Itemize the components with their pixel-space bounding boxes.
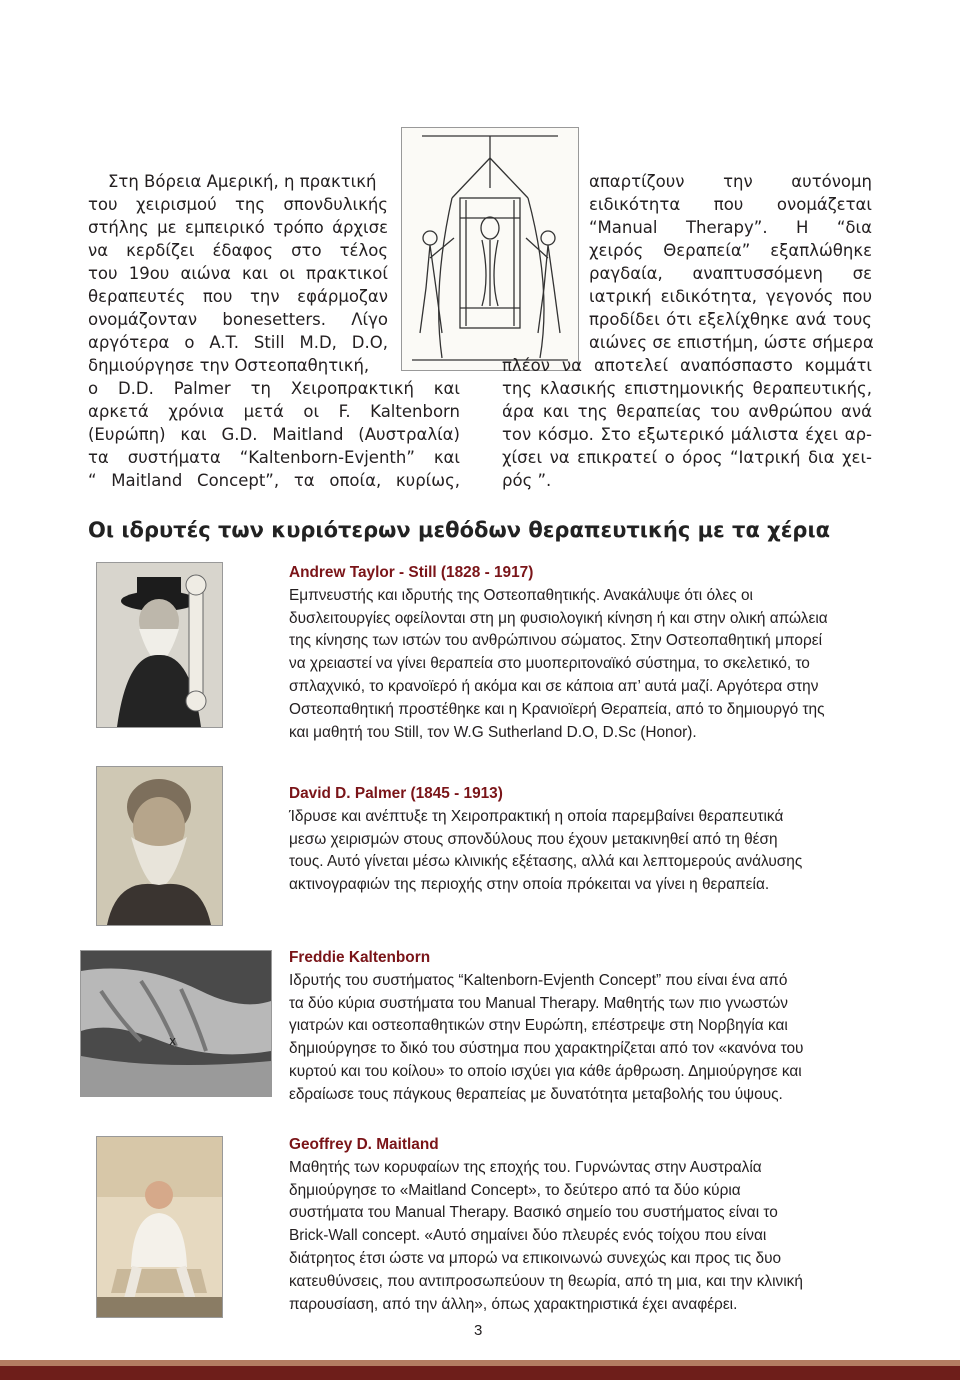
founder-name: David D. Palmer (1845 - 1913) [289, 785, 503, 802]
intro-left-line: στήλης με εμπειρικό τρόπο άρχισε [88, 218, 388, 237]
founder-name: Geoffrey D. Maitland [289, 1136, 439, 1153]
bio-line: κατευθύνσεις, που αντιπροσωπεύουν τη θεωρία, από τη μια, και την κλινική [289, 1272, 803, 1290]
founder-bio-palmer [289, 783, 909, 897]
bio-line: Εμπνευστής και ιδρυτής της Οστεοπαθητικής. Ανακάλυψε ότι όλες οι [289, 586, 753, 604]
intro-right-line: ρός ”. [502, 471, 552, 490]
bio-line: Μαθητής των κορυφαίων της εποχής του. Γυρνώντας στην Αυστραλία [289, 1158, 762, 1176]
bio-line: Brick-Wall concept. «Αυτό σημαίνει δύο πλευρές ενός τοίχου που είναι [289, 1227, 767, 1245]
palmer-portrait-photo [97, 767, 222, 925]
bio-line: σπλαχνικό, το κρανοϊερό ή ακόμα και σε κάποια απ’ αυτά μαζί. Αργότερα στην [289, 677, 819, 695]
intro-right-line: άρα και της θεραπείας του ανθρώπου ανά [502, 402, 872, 421]
intro-left-line: να κερδίζει έδαφος στο τέλος [88, 241, 388, 260]
intro-right-line: χίσει να επικρατεί ο όρος “Ιατρική δια χει- [502, 448, 872, 467]
bio-line: τα δύο κύρια συστήματα του Manual Therapy. Μαθητής των πιο γνωστών [289, 994, 788, 1012]
intro-right-line: “Manual Therapy”. Η “δια [589, 218, 872, 237]
intro-left-line: Στη Βόρεια Αμερική, η πρακτική [108, 172, 377, 191]
intro-right-line: της κλασικής επιστημονικής θεραπευτικής, [502, 379, 872, 398]
intro-left-line: ο D.D. Palmer τη Χειροπρακτική και [88, 379, 460, 398]
maitland-photo [97, 1137, 222, 1317]
still-portrait-photo [97, 563, 222, 727]
bio-line: τους. Αυτό γίνεται μέσω κλινικής εξέτασης, αλλά και λεπτομερούς ανάλυσης [289, 853, 803, 871]
bio-line: δημιούργησε το «Maitland Concept», το δεύτερο από τα δύο κύρια [289, 1181, 741, 1199]
bio-line: διάτρητος έτσι ώστε να μπορώ να επικοινωνώ συνεχώς και προς τις δυο [289, 1249, 782, 1267]
bio-line: μεσω χειρισμών στους σπονδύλους που έχουν μετακινηθεί από τη θέση [289, 830, 778, 848]
intro-right-line: πλέον να αποτελεί αναπόσπαστο κομμάτι [502, 356, 872, 375]
intro-right-line: προδίδει ότι εξελίχθηκε ανά τους [589, 310, 872, 329]
intro-right-line: τον κόσμο. Στο εξωτερικό μάλιστα έχει αρ- [502, 425, 872, 444]
bio-line: ακτινογραφιών της περιοχής στην οποία πρόκειται να γίνει η θεραπεία. [289, 876, 770, 894]
intro-right-line: ειδικότητα που ονομάζεται [589, 195, 872, 214]
intro-left-line: “ Maitland Concept”, τα οποία, κυρίως, [88, 471, 460, 490]
intro-right-line: αιώνες σε επιστήμη, ώστε σήμερα [589, 333, 874, 352]
founder-bio-still [289, 562, 909, 744]
founder-name: Freddie Kaltenborn [289, 949, 431, 966]
bio-line: δημιούργησε το δικό του σύστημα που χαρακτηρίζεται από τον «κανόνα του [289, 1040, 804, 1058]
intro-right-line: χειρός Θεραπεία” εξαπλώθηκε [589, 241, 872, 260]
intro-left-line: αρκετά χρόνια μετά οι F. Kaltenborn [88, 402, 460, 421]
historical-traction-illustration [402, 128, 578, 370]
intro-left-line: τα συστήματα “Kaltenborn-Evjenth” και [88, 448, 460, 467]
kaltenborn-hands-photo [81, 951, 271, 1096]
intro-left-line: του 19ου αιώνα και οι πρακτικοί [88, 264, 388, 283]
bio-line: γιατρών και οστεοπαθητικών στην Ευρώπη, επέστρεψε στη Νορβηγία και [289, 1017, 788, 1035]
bio-line: συστήματα του Manual Therapy. Βασικό σημείο του συστήματος είναι το [289, 1204, 778, 1222]
intro-left-line: δημιούργησε την Οστεοπαθητική, [88, 356, 370, 375]
intro-left-line: του χειρισμού της σπονδυλικής [88, 195, 388, 214]
bio-line: κυρτού και του κοίλου» το οποίο ισχύει για κάθε άρθρωση. Δημιούργησε και [289, 1062, 802, 1080]
founder-bio-kaltenborn [289, 947, 909, 1107]
footer-band [0, 1360, 960, 1380]
bio-line: δυσλειτουργίες οφείλονται στη μη φυσιολογική κίνηση ή και στην ολική απώλεια [289, 609, 828, 627]
bio-line: εδραίωσε τους πάγκους θεραπείας με δυνατότητα μεταβολής του ύψους. [289, 1085, 783, 1103]
founder-bio-maitland [289, 1134, 909, 1316]
bio-line: Ίδρυσε και ανέπτυξε τη Χειροπρακτική η οποία παρεμβαίνει θεραπευτικά [289, 807, 784, 825]
intro-left-line: ονομάζονταν bonesetters. Λίγο [88, 310, 388, 329]
intro-left-line: θεραπευτές που την εφάρμοζαν [88, 287, 388, 306]
intro-right-line: απαρτίζουν την αυτόνομη [589, 172, 872, 191]
footer-accent-stripe [0, 1360, 960, 1366]
bio-line: παρουσίαση, από την άλλη», όπως χαρακτηριστικά έχει αναφέρει. [289, 1295, 738, 1313]
bio-line: να χρειαστεί να γίνει θεραπεία στο μυοπεριτοναϊκό σύστημα, το σκελετικό, το [289, 655, 810, 673]
founder-name: Andrew Taylor - Still (1828 - 1917) [289, 564, 534, 581]
bio-line: της κίνησης των ιστών του ανθρώπινου σώματος. Στην Οστεοπαθητική μπορεί [289, 632, 822, 650]
intro-right-line: ραγδαία, αναπτυσσόμενη σε [589, 264, 872, 283]
intro-left-line: αργότερα ο A.T. Still M.D, D.O, [88, 333, 388, 352]
svg-text:x: x [169, 1034, 177, 1048]
intro-left-line: (Ευρώπη) και G.D. Maitland (Αυστραλία) [88, 425, 460, 444]
bio-line: και μαθητή του Still, τον W.G Sutherland D.O, D.Sc (Honor). [289, 723, 697, 741]
bio-line: Ιδρυτής του συστήματος “Kaltenborn-Evjenth Concept” που είναι ένα από [289, 971, 788, 989]
intro-right-line: ιατρική ειδικότητα, γεγονός που [589, 287, 872, 306]
bio-line: Οστεοπαθητική προστέθηκε και η Κρανιοϊερή Θεραπεία, από το δημιουργό της [289, 700, 825, 718]
page-number: 3 [474, 1322, 483, 1339]
traction-drawing-icon [402, 128, 578, 370]
section-title: Οι ιδρυτές των κυριότερων μεθόδων θεραπευτικής με τα χέρια [88, 518, 831, 542]
